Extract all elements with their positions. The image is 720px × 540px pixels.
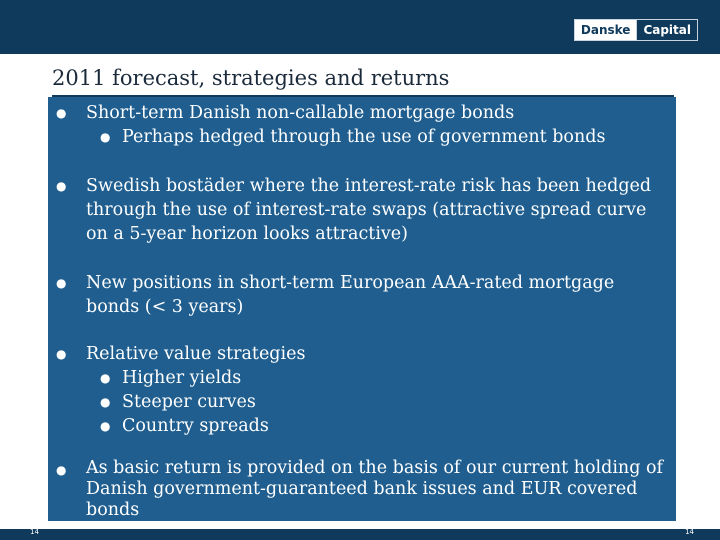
bullet-text: Swedish bostäder where the interest-rate risk has been hedged through the use of interest-rate swaps (attractive spread curve on a 5-year horizon looks attractive): [86, 176, 652, 244]
page-number-right: 14: [685, 528, 694, 536]
bullet-dot: ●: [56, 347, 67, 361]
bullet-item-4: [48, 342, 676, 438]
sub-bullet-item: [86, 366, 676, 390]
sub-bullet-dot: ●: [100, 371, 111, 385]
sub-bullet-item: [86, 125, 676, 149]
danske-capital-logo: [574, 19, 698, 41]
sub-bullet-text: Higher yields: [122, 368, 242, 388]
bullet-text: Short-term Danish non-callable mortgage bonds: [86, 103, 515, 123]
sub-bullet-text: Steeper curves: [122, 392, 256, 412]
slide-title: 2011 forecast, strategies and returns: [52, 66, 450, 90]
bullet-text: As basic return is provided on the basis of our current holding of Danish government-guaranteed bank issues and EUR covered bonds: [86, 458, 663, 520]
bullet-dot: ●: [56, 276, 67, 290]
bullet-item-3: [48, 271, 676, 319]
sub-bullet-text: Perhaps hedged through the use of government bonds: [122, 127, 606, 147]
sub-bullet-dot: ●: [100, 130, 111, 144]
bullet-item-1: [48, 101, 676, 149]
sub-bullet-text: Country spreads: [122, 416, 269, 436]
sub-bullet-item: [86, 414, 676, 438]
bullet-dot: ●: [56, 463, 67, 477]
sub-bullet-dot: ●: [100, 395, 111, 409]
bullet-item-5: [48, 458, 676, 521]
page-number-left: 14: [30, 528, 39, 536]
bullet-item-2: [48, 174, 676, 246]
bullet-text: New positions in short-term European AAA-rated mortgage bonds (< 3 years): [86, 273, 615, 317]
sub-bullet-dot: ●: [100, 419, 111, 433]
header-bar: [0, 0, 720, 54]
bullet-dot: ●: [56, 179, 67, 193]
logo-text-danske: Danske: [575, 20, 637, 40]
bullet-dot: ●: [56, 106, 67, 120]
logo-text-capital: Capital: [636, 20, 697, 40]
footer-bar: [0, 529, 720, 540]
bullet-text: Relative value strategies: [86, 344, 306, 364]
content-panel: [48, 97, 676, 521]
sub-bullet-item: [86, 390, 676, 414]
